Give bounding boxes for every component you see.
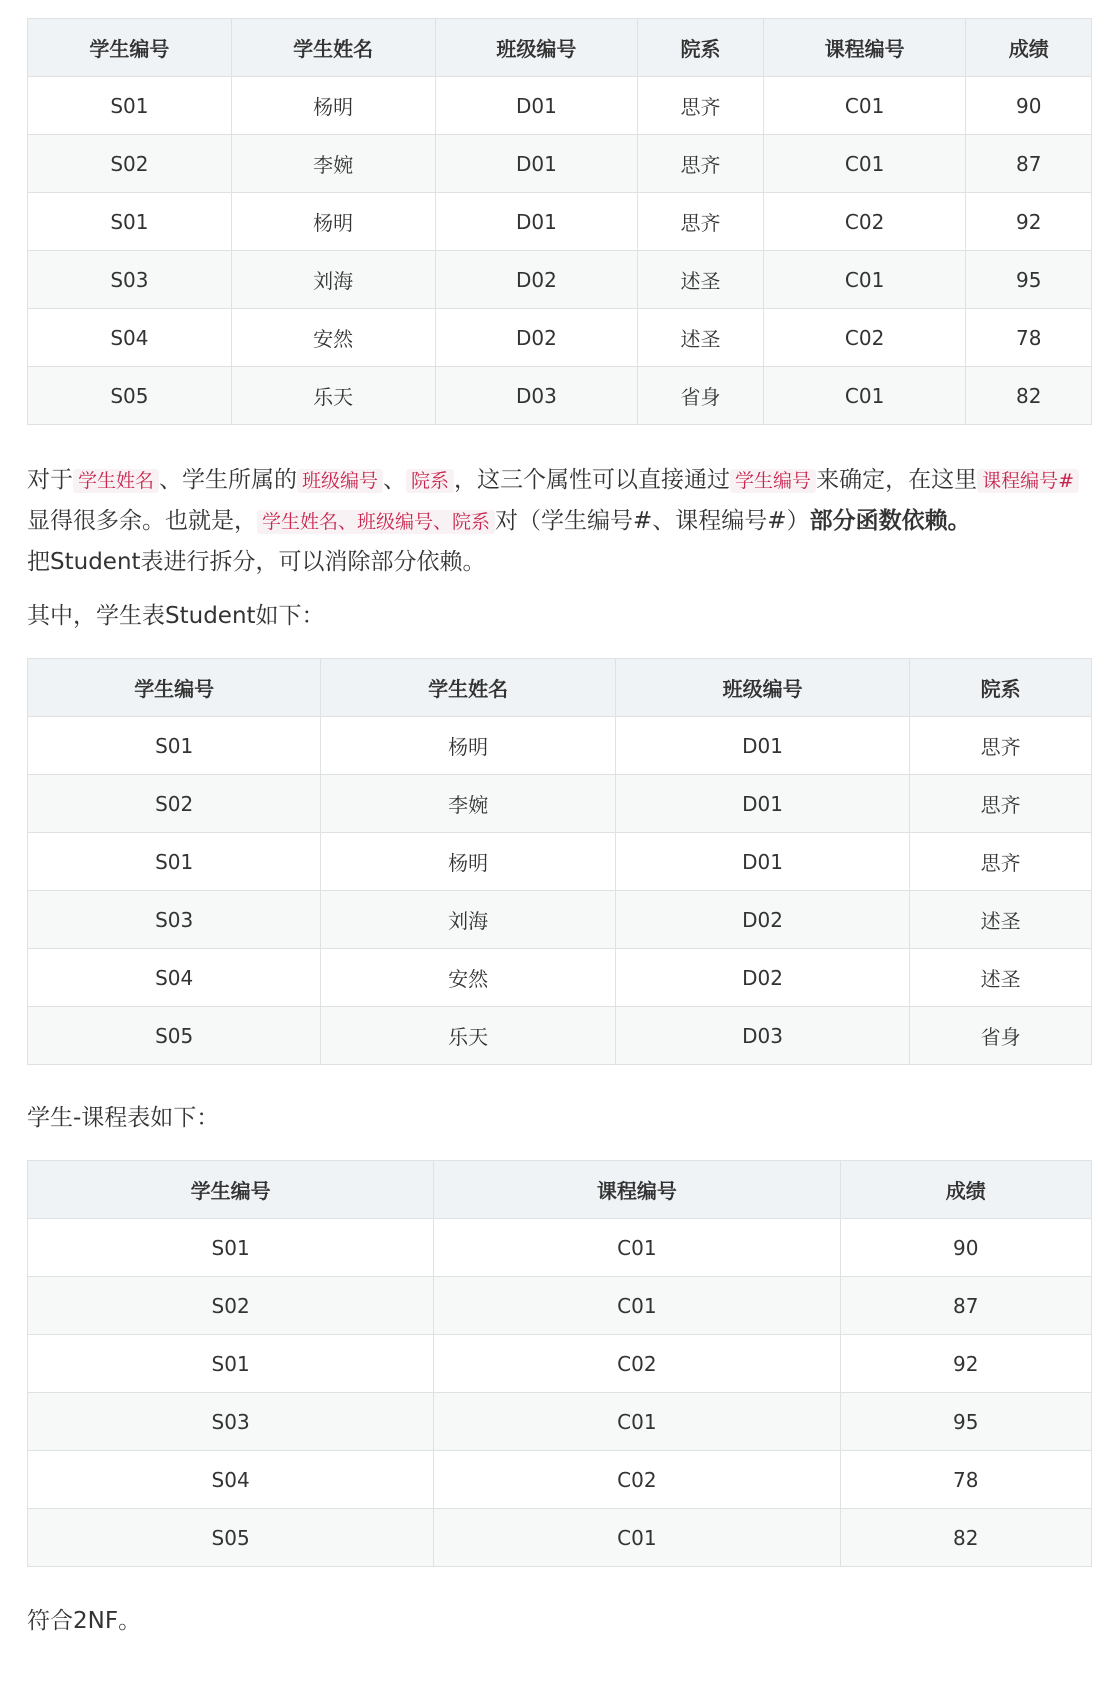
text-span: 把Student表进行拆分，可以消除部分依赖。 [27, 549, 486, 575]
explanation-paragraph [27, 460, 1092, 582]
text-span: 对于 [27, 467, 73, 493]
table-cell: S02 [28, 775, 321, 833]
table-row [28, 717, 1092, 775]
table-row [28, 1393, 1092, 1451]
table-cell: D02 [435, 251, 638, 309]
table-cell: 述圣 [638, 309, 763, 367]
table-cell: 李婉 [231, 135, 435, 193]
table-cell: 82 [840, 1509, 1092, 1567]
inline-code-student-id: 学生编号 [730, 469, 816, 493]
column-header-course-id: 课程编号 [434, 1161, 840, 1219]
table-row [28, 1509, 1092, 1567]
table-cell: 刘海 [321, 891, 615, 949]
table-cell: C01 [434, 1509, 840, 1567]
student-table-intro: 其中，学生表Student如下： [27, 603, 325, 629]
table-cell: D01 [435, 77, 638, 135]
text-span: 来确定，在这里 [816, 467, 978, 493]
table-row [28, 193, 1092, 251]
table-cell: 李婉 [321, 775, 615, 833]
inline-code-department: 院系 [406, 469, 454, 493]
table-cell: 90 [840, 1219, 1092, 1277]
table-row [28, 367, 1092, 425]
table-cell: S05 [28, 1509, 434, 1567]
table-cell: 安然 [231, 309, 435, 367]
column-header-student-name: 学生姓名 [321, 659, 615, 717]
table-cell: 78 [840, 1451, 1092, 1509]
table-header [28, 19, 1092, 77]
table-cell: 87 [840, 1277, 1092, 1335]
table-cell: 乐天 [231, 367, 435, 425]
text-span: 、学生所属的 [159, 467, 298, 493]
table-cell: S05 [28, 1007, 321, 1065]
table-cell: 思齐 [910, 833, 1092, 891]
table-cell: 杨明 [231, 193, 435, 251]
table-cell: 90 [966, 77, 1092, 135]
inline-code-student-name: 学生姓名 [73, 469, 159, 493]
table-cell: S04 [28, 309, 232, 367]
table-cell: 述圣 [910, 891, 1092, 949]
table-header-row [28, 1161, 1092, 1219]
table-row [28, 1277, 1092, 1335]
table-cell: 省身 [910, 1007, 1092, 1065]
table-row [28, 833, 1092, 891]
table-cell: 省身 [638, 367, 763, 425]
table-cell: D03 [435, 367, 638, 425]
table-cell: 思齐 [638, 77, 763, 135]
student-course-table [27, 1160, 1092, 1567]
table-cell: C02 [763, 193, 966, 251]
table-cell: C02 [434, 1451, 840, 1509]
table-header [28, 1161, 1092, 1219]
table-cell: 思齐 [910, 775, 1092, 833]
table-cell: S03 [28, 251, 232, 309]
table-cell: S03 [28, 891, 321, 949]
table-cell: C02 [763, 309, 966, 367]
bold-term-partial-dependency: 部分函数依赖。 [809, 508, 971, 534]
table-cell: S01 [28, 833, 321, 891]
table-header-row [28, 659, 1092, 717]
table-row [28, 309, 1092, 367]
table-cell: 述圣 [638, 251, 763, 309]
table-cell: D01 [615, 775, 909, 833]
table-cell: S02 [28, 135, 232, 193]
inline-code-class-id: 班级编号 [297, 469, 383, 493]
table-cell: C01 [434, 1277, 840, 1335]
column-header-score: 成绩 [966, 19, 1092, 77]
table-row [28, 135, 1092, 193]
table-body [28, 77, 1092, 425]
table-row [28, 77, 1092, 135]
column-header-student-id: 学生编号 [28, 659, 321, 717]
table-cell: C01 [763, 251, 966, 309]
table-cell: C01 [434, 1393, 840, 1451]
table-body [28, 717, 1092, 1065]
column-header-department: 院系 [638, 19, 763, 77]
column-header-class-id: 班级编号 [615, 659, 909, 717]
table-cell: D02 [615, 891, 909, 949]
table-cell: C01 [434, 1219, 840, 1277]
table-cell: S05 [28, 367, 232, 425]
table-row [28, 1451, 1092, 1509]
table-row [28, 1219, 1092, 1277]
table-cell: 思齐 [638, 135, 763, 193]
text-span: 、 [383, 467, 407, 493]
table-row [28, 891, 1092, 949]
table-cell: 杨明 [231, 77, 435, 135]
table-cell: 87 [966, 135, 1092, 193]
table-cell: 92 [840, 1335, 1092, 1393]
table-cell: C02 [434, 1335, 840, 1393]
table-cell: S01 [28, 717, 321, 775]
table-header [28, 659, 1092, 717]
table-cell: C01 [763, 135, 966, 193]
column-header-department: 院系 [910, 659, 1092, 717]
table-cell: D03 [615, 1007, 909, 1065]
student-course-table-intro: 学生-课程表如下： [27, 1105, 220, 1131]
inline-code-course-id: 课程编号# [977, 469, 1079, 493]
text-span: 对（学生编号#、课程编号#） [495, 508, 810, 534]
table-cell: S03 [28, 1393, 434, 1451]
table-cell: D01 [615, 833, 909, 891]
column-header-class-id: 班级编号 [435, 19, 638, 77]
table-row [28, 251, 1092, 309]
column-header-course-id: 课程编号 [763, 19, 966, 77]
table-cell: 杨明 [321, 833, 615, 891]
score-table-full [27, 18, 1092, 425]
table-cell: 安然 [321, 949, 615, 1007]
column-header-student-id: 学生编号 [28, 19, 232, 77]
table-cell: 95 [966, 251, 1092, 309]
table-cell: S04 [28, 949, 321, 1007]
text-span: ，这三个属性可以直接通过 [454, 467, 731, 493]
column-header-student-id: 学生编号 [28, 1161, 434, 1219]
table-cell: 78 [966, 309, 1092, 367]
table-cell: D01 [615, 717, 909, 775]
table-cell: D02 [615, 949, 909, 1007]
table-cell: 杨明 [321, 717, 615, 775]
table-cell: S01 [28, 193, 232, 251]
table-cell: D01 [435, 193, 638, 251]
table-body [28, 1219, 1092, 1567]
inline-code-attributes: 学生姓名、班级编号、院系 [257, 510, 495, 534]
table-cell: 92 [966, 193, 1092, 251]
table-row [28, 1335, 1092, 1393]
table-cell: 思齐 [910, 717, 1092, 775]
table-cell: C01 [763, 77, 966, 135]
table-cell: C01 [763, 367, 966, 425]
table-cell: 82 [966, 367, 1092, 425]
table-row [28, 775, 1092, 833]
table-cell: 述圣 [910, 949, 1092, 1007]
table-cell: 95 [840, 1393, 1092, 1451]
table-cell: S01 [28, 1219, 434, 1277]
table-cell: S01 [28, 1335, 434, 1393]
table-cell: S01 [28, 77, 232, 135]
table-cell: D01 [435, 135, 638, 193]
table-row [28, 949, 1092, 1007]
table-row [28, 1007, 1092, 1065]
column-header-score: 成绩 [840, 1161, 1092, 1219]
table-header-row [28, 19, 1092, 77]
table-cell: S04 [28, 1451, 434, 1509]
table-cell: S02 [28, 1277, 434, 1335]
column-header-student-name: 学生姓名 [231, 19, 435, 77]
table-cell: 思齐 [638, 193, 763, 251]
conclusion-text: 符合2NF。 [27, 1608, 142, 1634]
table-cell: 刘海 [231, 251, 435, 309]
table-cell: 乐天 [321, 1007, 615, 1065]
text-span: 显得很多余。也就是， [27, 508, 257, 534]
student-table [27, 658, 1092, 1065]
table-cell: D02 [435, 309, 638, 367]
